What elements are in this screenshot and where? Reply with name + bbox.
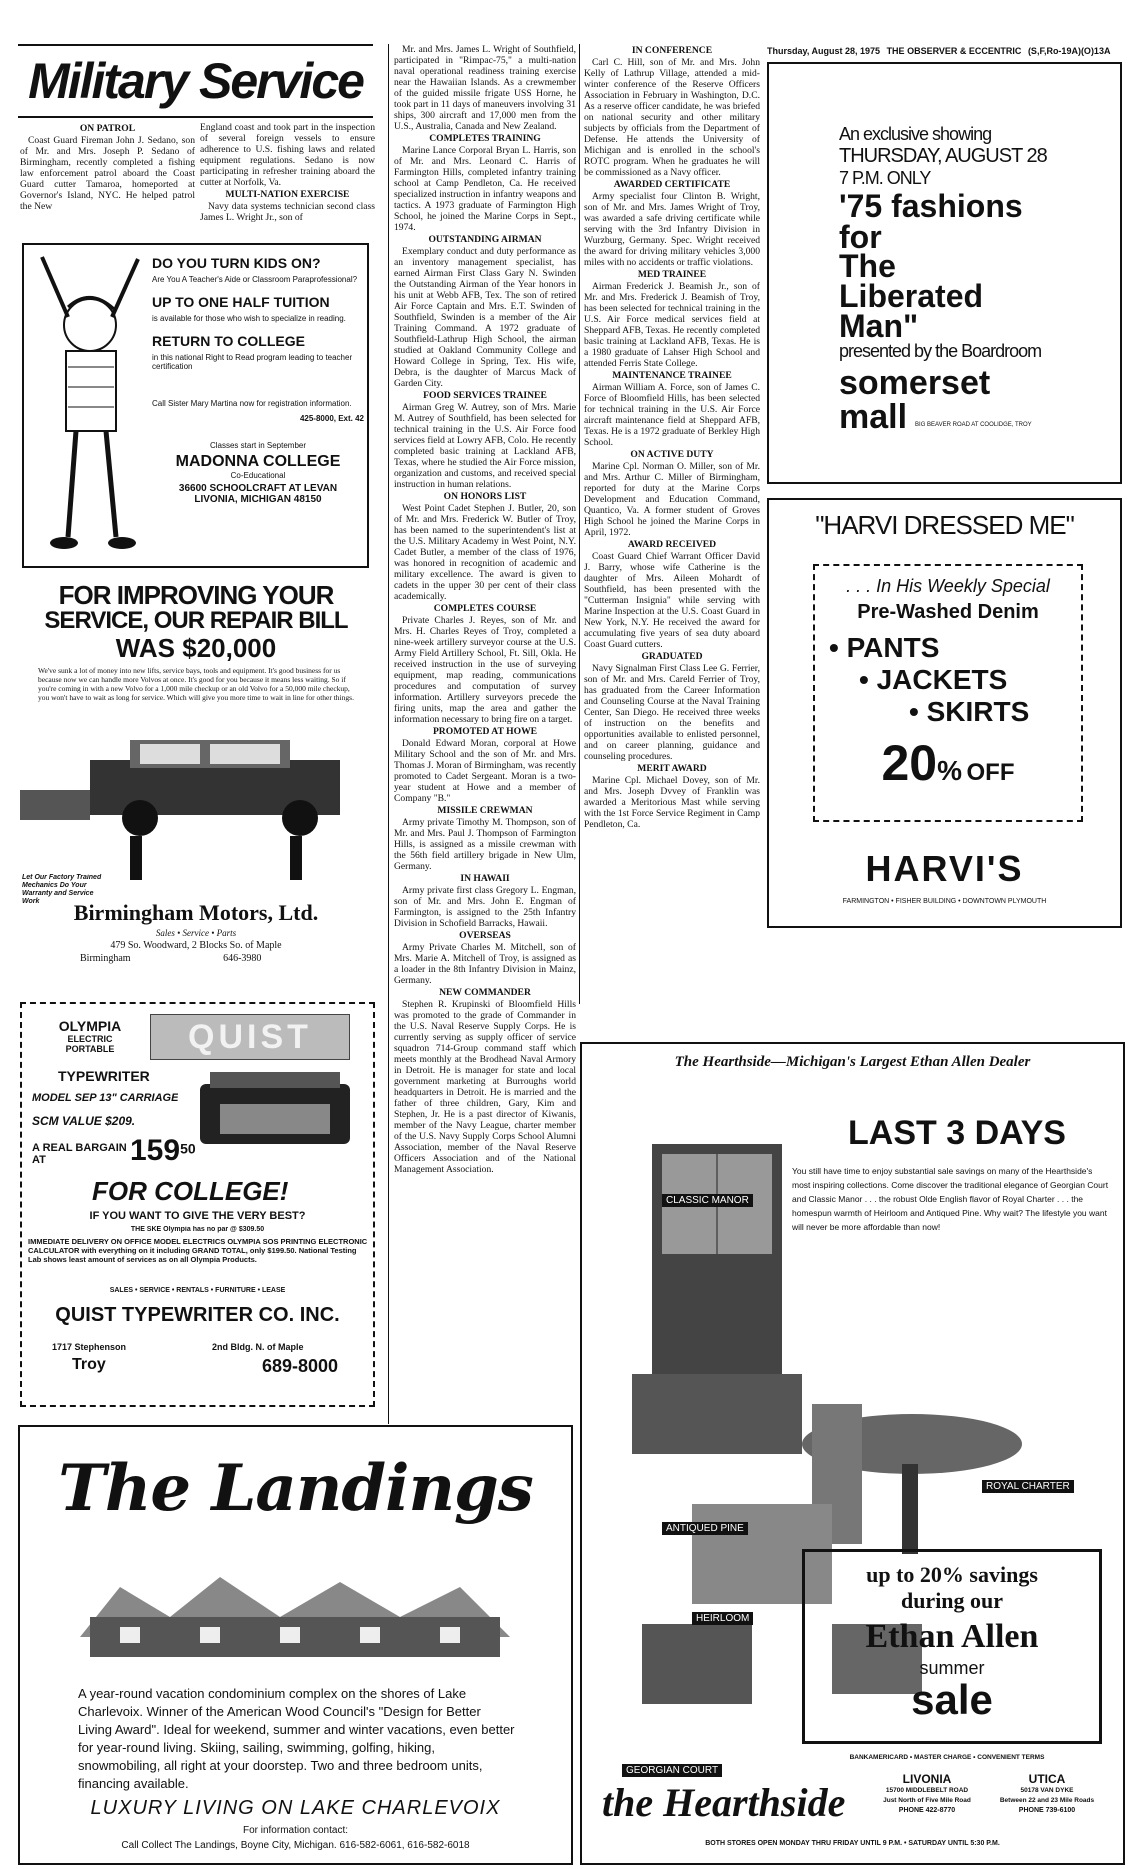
military-col2-item-text: Army Private Charles M. Mitchell, son of Mrs. Marie A. Mitchell of Troy, is assigned as a loader in the 8th Infantry Division in Mainz, Germany. (394, 942, 576, 986)
landings-contact: For information contact: (242, 1825, 349, 1836)
harvi-name: HARVI'S (865, 848, 1024, 889)
military-col2-item-text: Stephen R. Krupinski of Bloomfield Hills was promoted to the grade of Commander in the U.S. Naval Reserve Supply Corps. He is currently serving as supply officer of service squadron 714-Group command staff which meets monthly at the Brodhead Naval Armory in Detroit. He is manager for state and local government marketing at Burroughs world headquarters in Detroit. He is married and the father of three children, Gary, Kim and Stephen, Jr. He is a past director of Kiwanis, member of the Navy League, charter member of the U.S. Navy Supply Corps School Alumni Association, member of the Naval Reserve Officers Association and of the National Management Association. (394, 999, 576, 1175)
quist-ske: THE SKE Olympia has no par @ $309.50 (130, 1226, 265, 1233)
landings-body: A year-round vacation condominium complex on the shores of Lake Charlevoix. Winner of the American Wood Council's "Design for Better Living Award". Ideal for weekend, summer and winter vacations, even better for year-round living. Skiing, sailing, swimming, golfing, hiking, snowmobiling, all right at your doorstep. Two and three bedroom units, financing available. (78, 1686, 515, 1791)
military-title: Military Service (28, 53, 363, 109)
masthead (767, 46, 1133, 60)
quist-l1: OLYMPIA (58, 1018, 122, 1034)
military-col3-item-text: Airman Frederick J. Beamish Jr., son of Mr. and Mrs. Frederick J. Beamish of Troy, has been selected for technical training in the U.S. Air Force medical services field at Sheppard AFB, Texas. He recently completed basic training at Lackland AFB, Texas. He is a 1980 graduate of Lahser High School and attended Ferris State College. (584, 281, 760, 369)
harvi-item-2: • SKIRTS (909, 696, 1030, 727)
quist-logo: QUIST (188, 1017, 312, 1056)
somerset-presented: presented by the Boardroom (839, 341, 1042, 361)
military-col3-head: IN CONFERENCE (631, 45, 713, 56)
condominium-illustration (80, 1557, 510, 1667)
military-col3-head: MAINTENANCE TRAINEE (612, 370, 732, 381)
birmingham-tag: Sales • Service • Parts (155, 928, 237, 938)
harvi-off: OFF (966, 759, 1015, 786)
madonna-coed: Co-Educational (230, 471, 286, 480)
quist-phone: 689-8000 (262, 1356, 339, 1376)
military-col3-item-text: Navy Signalman First Class Lee G. Ferrier, son of Mr. and Mrs. Careld Ferrier of Troy, has graduated from the Career Information and Counseling Course at the Naval Training Center, San Diego. He received three weeks of instruction on the benefits and opportunities available to enlisted personnel, and on career planning, guidance and counseling procedures. (584, 663, 760, 762)
quist-addr2: 2nd Bldg. N. of Maple (212, 1342, 304, 1352)
hearthside-loc2c: PHONE 739-6100 (1018, 1807, 1076, 1814)
birmingham-city: Birmingham (80, 953, 131, 964)
military-col2-head: MISSILE CREWMAN (437, 805, 533, 816)
quist-addr1: 1717 Stephenson (52, 1342, 127, 1352)
quist-l3: PORTABLE (65, 1044, 115, 1054)
landings-title: The Landings (58, 1451, 533, 1526)
somerset-address: BIG BEAVER ROAD AT COOLIDGE, TROY (915, 422, 1032, 428)
harvi-inner-box (813, 564, 1083, 822)
military-col2-item-text: West Point Cadet Stephen J. Butler, 20, son of Mr. and Mrs. Frederick W. Butler of Troy, has been named to the superintendent's list at the U.S. Military Academy in West Point, N.Y. Cadet Butler, a member of the class of 1976, was honored in recognition of academic and military excellence. The award is given to cadets in the upper 30 per cent of their class academically. (394, 503, 576, 602)
harvi-item-1: • JACKETS (859, 664, 1008, 695)
hearthside-loc1b: Just North of Five Mile Road (883, 1797, 971, 1804)
military-col2-item-text: Marine Lance Corporal Bryan L. Harris, son of Mr. and Mrs. Leonard C. Harris of Farmington Hills, completed infantry training school at Camp Pendleton, Ca. He received specialized instruction in infantry weapons and tactics. A 1973 graduate of Farmington High School, he joined the Marine Corps in Sept., 1974. (394, 145, 576, 233)
child-illustration (28, 247, 158, 567)
quist-want: IF YOU WANT TO GIVE THE VERY BEST? (89, 1210, 306, 1222)
military-col3-head: GRADUATED (641, 651, 703, 662)
harvi-product: Pre-Washed Denim (857, 601, 1039, 623)
quist-company: QUIST TYPEWRITER CO. INC. (55, 1304, 340, 1326)
military-col1-text: Coast Guard Fireman John J. Sedano, son of Mr. and Mrs. Joseph P. Sedano of Birmingham, recently completed a fishing law enforcement patrol aboard the Coast Guard cutter Tamaroa, homeported at Governor's Island, NYC. He helped patrol the New (20, 135, 195, 212)
military-column-2 (394, 44, 576, 1429)
military-col3-head: MERIT AWARD (637, 763, 707, 774)
military-col2-head: OUTSTANDING AIRMAN (428, 234, 542, 245)
military-column-1b (200, 122, 375, 232)
madonna-t4: Call Sister Mary Martina now for registration information. (152, 399, 352, 408)
somerset-mall-ad (767, 62, 1122, 484)
military-col2-item-text: Private Charles J. Reyes, son of Mr. and Mrs. H. Charles Reyes of Troy, completed a nine-week artillery surveyor course at the U.S. Army Field Artillery School, Ft. Sill, Okla. He received instruction in the use of surveying equipment, map reading, communications procedures and computation of survey information. Artillery surveyors precede the firing units, map the area and gather the information necessary to bring fire on a target. (394, 615, 576, 725)
quist-l6: SCM VALUE $209. (32, 1114, 136, 1128)
somerset-fashion4: Liberated (839, 278, 984, 314)
military-col3-item-text: Airman William A. Force, son of James C. Force of Bloomfield Hills, has been selected for technical training in the U.S. Air Force aircraft maintenance field at Sheppard AFB, Texas. He is a 1972 graduate of Berkley High School. (584, 382, 760, 448)
military-col3-item-text: Coast Guard Chief Warrant Officer David J. Barry, whose wife Catherine is the daughter of Mrs. Aileen Mohardt of Southfield, has been presented with the "Cutterman Insignia" while serving with Marine Inspection at the U.S. Coast Guard in New York, N.Y. He received the award for accumulating five years of sea duty aboard Coast Guard cutters. (584, 551, 760, 650)
harvi-banner: "HARVI DRESSED ME" (815, 510, 1074, 540)
label-heirloom: HEIRLOOM (692, 1612, 753, 1625)
military-col2-item-text: Donald Edward Moran, corporal at Howe Military School and the son of Mr. and Mrs. Thomas J. Moran of Birmingham, was recently promoted to Cadet Sergeant. Moran is a two-year student at Howe and a member of Company "B." (394, 738, 576, 804)
label-antiqued-pine: ANTIQUED PINE (662, 1522, 748, 1535)
military-title-box (18, 44, 373, 118)
quist-fine: IMMEDIATE DELIVERY ON OFFICE MODEL ELECTRICS OLYMPIA SOS PRINTING ELECTRONIC CALCULATOR with everything on it including GRAND TOTAL, only $199.50. National Testing Lab shows least amount of services as on all Olympia Products. (28, 1237, 368, 1264)
hearthside-cards: BANKAMERICARD • MASTER CHARGE • CONVENIENT TERMS (849, 1754, 1045, 1761)
military-col3-head: AWARD RECEIVED (627, 539, 717, 550)
somerset-mall2: mall (839, 398, 908, 434)
hearthside-hours: BOTH STORES OPEN MONDAY THRU FRIDAY UNTIL 9 P.M. • SATURDAY UNTIL 5:30 P.M. (705, 1840, 1000, 1847)
birmingham-headline-2: SERVICE, OUR REPAIR BILL (44, 607, 348, 634)
military-col2-head: OVERSEAS (459, 930, 511, 941)
quist-l7: A REAL BARGAIN AT (32, 1142, 127, 1166)
birmingham-body: We've sunk a lot of money into new lifts, service bays, tools and equipment. It's good business for us because now we can handle more Volvos at once. It's good for you because it means less waiting. So if you're coming in with a new Volvo for a 1,000 mile checkup or an old Volvo for a 50,000 mile checkup, you won't have to wait as long for service. Which will give you more time to wait in line for other things. (38, 666, 354, 702)
hearthside-body: You still have time to enjoy substantial sale savings on many of the Hearthside's most inspiring collections. Come discover the traditional elegance of Georgian Court and Classic Manor . . . the robust Olde English flavor of Royal Charter . . . the homespun warmth of Heirloom and Antiqued Pine. Why wait? The lifestyle you want will never be more affordable than now! (792, 1166, 1109, 1232)
military-col1b-text: England coast and took part in the inspection of several foreign vessels to ensure adherence to U.S. fishing laws and related equipment regulations. Sedano is now participating in refresher training aboard the cutter at Norfolk, Va. (200, 122, 375, 188)
harvi-sub: . . . In His Weekly Special (846, 576, 1050, 596)
quist-logo-panel (150, 1014, 350, 1060)
hearthside-loc2: UTICA (1028, 1772, 1066, 1786)
madonna-name: MADONNA COLLEGE (175, 453, 341, 470)
harvi-pct: % (937, 755, 963, 786)
madonna-t2: is available for those who wish to specialize in reading. (152, 314, 346, 323)
hearthside-sale: sale (911, 1676, 993, 1723)
military-col3-item-text: Carl C. Hill, son of Mr. and Mrs. John Kelly of Lathrup Village, attended a mid-winter conference of the Reserve Officers Association in February in Washington, D.C. As a reserve officer candidate, he was briefed on national security and other military subjects by officials from the Department of Defense. He attends the University of Michigan and is enrolled in the school's ROTC program. When he graduates he will be commissioned as a Navy officer. (584, 57, 760, 178)
hearthside-summer: summer (919, 1658, 985, 1678)
military-col2-item-text: Army private first class Gregory L. Engman, son of Mr. and Mrs. John E. Engman of Farmington, is assigned to the 25th Infantry Division in Schofield Barracks, Hawaii. (394, 885, 576, 929)
typewriter-illustration (190, 1064, 360, 1164)
hearthside-h1: LAST 3 DAYS (848, 1114, 1066, 1152)
military-col2-item-text: Army private Timothy M. Thompson, son of Mr. and Mrs. Paul J. Thompson of Farmington Hills, is assigned as a missile crewman with the 56th field artillery brigade in New Ulm, Germany. (394, 817, 576, 872)
somerset-fashion3: The (839, 248, 896, 284)
military-column-1 (20, 122, 195, 232)
somerset-mall1: somerset (839, 364, 991, 402)
quist-college: FOR COLLEGE! (92, 1176, 289, 1206)
quist-typewriter-ad (20, 1002, 375, 1407)
somerset-l2: THURSDAY, AUGUST 28 (839, 145, 1047, 167)
military-col1-head: ON PATROL (79, 123, 136, 134)
landings-ad (18, 1425, 573, 1865)
madonna-college-ad (22, 243, 369, 568)
hearthside-save2: during our (900, 1588, 1004, 1613)
military-col1b-text: Navy data systems technician second class James L. Wright Jr., son of (200, 201, 375, 223)
military-col2-head: NEW COMMANDER (439, 987, 531, 998)
hearthside-loc1a: 15700 MIDDLEBELT ROAD (885, 1787, 969, 1794)
cars-on-lifts-illustration (20, 730, 370, 880)
military-col2-item-text: Mr. and Mrs. James L. Wright of Southfield, participated in "Rimpac-75," a multi-nation naval operational readiness training exercise near the Hawaiian Islands. As a crewmember of the guided missile frigate USS Horne, he took part in 11 days of maneuvers involving 31 ships, 300 aircraft and 17,000 men from the U.S., Australia, Canada and New Zealand. (394, 44, 576, 132)
military-col3-item-text: Marine Cpl. Norman O. Miller, son of Mr. and Mrs. Arthur C. Miller of Birmingham, reported for duty at the Marine Corps Development and Education Command, Quantico, Va. A former student of Groves High School he joined the Marine Corps in April, 1972. (584, 461, 760, 538)
hearthside-ad (580, 1042, 1125, 1865)
military-col2-head: ON HONORS LIST (443, 491, 527, 502)
quist-city: Troy (72, 1356, 106, 1373)
hearthside-loc1c: PHONE 422-8770 (898, 1807, 956, 1814)
military-col2-head: FOOD SERVICES TRAINEE (423, 390, 547, 401)
quist-l4: TYPEWRITER (58, 1068, 150, 1084)
label-georgian-court: GEORGIAN COURT (622, 1764, 722, 1777)
label-classic-manor: CLASSIC MANOR (662, 1194, 753, 1207)
harvi-locations: FARMINGTON • FISHER BUILDING • DOWNTOWN PLYMOUTH (842, 898, 1047, 905)
somerset-fashion2: for (839, 219, 882, 255)
madonna-city: LIVONIA, MICHIGAN 48150 (194, 494, 322, 505)
birmingham-phone: 646-3980 (223, 953, 262, 964)
military-col2-head: IN HAWAII (460, 873, 510, 884)
quist-services: SALES • SERVICE • RENTALS • FURNITURE • LEASE (109, 1287, 286, 1294)
madonna-h2: UP TO ONE HALF TUITION (152, 294, 330, 310)
birmingham-motors-ad (20, 582, 372, 987)
birmingham-headline-1: FOR IMPROVING YOUR (58, 582, 334, 610)
hearthside-brand: Ethan Allen (865, 1618, 1039, 1655)
military-col3-item-text: Army specialist four Clinton B. Wright, son of Mr. and Mrs. James Wright of Troy, was awarded a safe driving certificate while serving with the 3rd Infantry Division in Wurzburg, Germany. Spec. Wright received the award for driving military vehicles 3,000 miles with no accidents or traffic violations. (584, 191, 760, 268)
somerset-l3: 7 P.M. ONLY (839, 168, 931, 188)
hearthside-loc2b: Between 22 and 23 Mile Roads (999, 1797, 1095, 1804)
madonna-t1: Are You A Teacher's Aide or Classroom Paraprofessional? (152, 275, 358, 284)
harvis-ad (767, 498, 1122, 928)
military-col3-head: MED TRAINEE (637, 269, 707, 280)
ethan-allen-sale-box (802, 1549, 1102, 1744)
military-col3-head: AWARDED CERTIFICATE (613, 179, 731, 190)
harvi-item-0: • PANTS (829, 632, 940, 663)
military-col3-head: ON ACTIVE DUTY (630, 449, 714, 460)
military-col2-item-text: Airman Greg W. Autrey, son of Mrs. Marie M. Autrey of Southfield, has been selected for technical training in the U.S. Air Force food services field at Lowry AFB, Colo. He recently completed basic training at Lackland AFB, Texas, where he studied the Air Force mission, organization and customs, and received special instruction in human relations. (394, 402, 576, 490)
military-col3-item-text: Marine Cpl. Michael Dovey, son of Mr. and Mrs. Joseph Dvvey of Franklin was awarded a Meritorious Mast while serving with the 1st Force Service Regiment in Camp Pendleton, Ca. (584, 775, 760, 830)
birmingham-headline-3: WAS $20,000 (115, 633, 277, 663)
somerset-l1: An exclusive showing (839, 124, 992, 144)
masthead-section: (S,F,Ro-19A)(O)13A (1027, 46, 1111, 56)
hearthside-save1: up to 20% savings (866, 1562, 1038, 1587)
madonna-address: 36600 SCHOOLCRAFT AT LEVAN (178, 483, 338, 494)
hearthside-loc2a: 50178 VAN DYKE (1020, 1787, 1074, 1794)
hearthside-loc1: LIVONIA (902, 1772, 952, 1786)
madonna-phone: 425-8000, Ext. 42 (299, 414, 364, 423)
military-col2-head: PROMOTED AT HOWE (432, 726, 538, 737)
madonna-h3: RETURN TO COLLEGE (152, 333, 305, 349)
birmingham-badge: Let Our Factory Trained Mechanics Do Your Warranty and Service Work (22, 874, 102, 905)
quist-l5: MODEL SEP 13" CARRIAGE (32, 1092, 179, 1104)
quist-price: 159 (130, 1134, 181, 1167)
military-col1-head: MULTI-NATION EXERCISE (225, 189, 350, 200)
masthead-paper: THE OBSERVER & ECCENTRIC (886, 46, 1022, 56)
birmingham-name: Birmingham Motors, Ltd. (73, 900, 319, 925)
harvi-discount: 20 (881, 735, 938, 791)
military-col2-item-text: Exemplary conduct and duty performance as an inventory management specialist, has earned Airman First Class Gary N. Swinden the Outstanding Airman of the Year honors in his unit at Webb AFB, Tex. The son of retired Air Force Captain and Mrs. E.T. Swinden of Southfield, Swinden is a member of the Air Training Command. A 1972 graduate of Southfield-Lathrup High School, the airman studied at Oakland Community College and Howard College in Spring, Tex. His wife, Debra, is the daughter of Marcus Mack of Garden City. (394, 246, 576, 389)
madonna-h1: DO YOU TURN KIDS ON? (152, 255, 321, 271)
military-col2-head: COMPLETES COURSE (433, 603, 537, 614)
masthead-date: Thursday, August 28, 1975 (767, 46, 881, 56)
somerset-fashion5: Man" (839, 308, 919, 344)
military-column-3 (584, 44, 760, 1004)
madonna-t3: in this national Right to Read program leading to teacher certification (152, 353, 353, 371)
landings-tagline: LUXURY LIVING ON LAKE CHARLEVOIX (90, 1797, 501, 1819)
label-royal-charter: ROYAL CHARTER (982, 1480, 1074, 1493)
hearthside-logo: the Hearthside (602, 1780, 846, 1825)
somerset-fashion1: '75 fashions (839, 188, 1023, 224)
military-col2-head: COMPLETES TRAINING (429, 133, 541, 144)
quist-cents: 50 (180, 1140, 196, 1157)
hearthside-header: The Hearthside—Michigan's Largest Ethan Allen Dealer (674, 1054, 1031, 1070)
quist-l2: ELECTRIC (67, 1034, 113, 1044)
landings-call: Call Collect The Landings, Boyne City, Michigan. 616-582-6061, 616-582-6018 (121, 1840, 470, 1851)
birmingham-address: 479 So. Woodward, 2 Blocks So. of Maple (110, 940, 282, 951)
madonna-classes: Classes start in September (209, 441, 307, 450)
